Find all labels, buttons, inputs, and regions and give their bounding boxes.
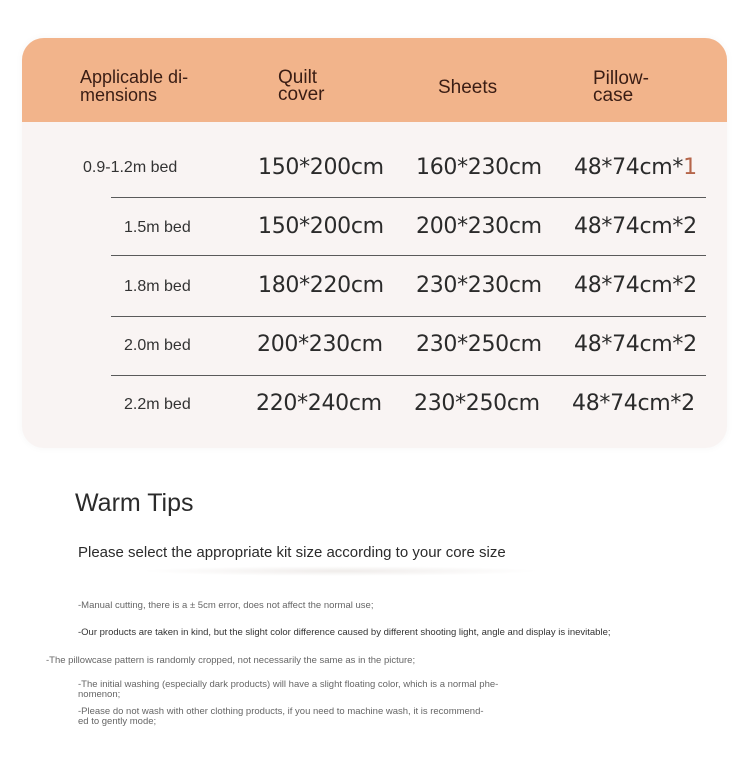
header-dimensions-line2: mensions xyxy=(80,85,158,105)
pillowcase-size-cell: 48*74cm*2 xyxy=(574,273,697,298)
warm-tips-title: Warm Tips xyxy=(75,489,194,517)
header-dimensions xyxy=(80,68,188,104)
tip-note: -The initial washing (especially dark products) will have a slight floating color, which is a normal phe- xyxy=(78,679,499,690)
decorative-smudge xyxy=(140,566,540,576)
row-divider xyxy=(111,316,706,317)
tip-note: ed to gently mode; xyxy=(78,716,157,727)
pillowcase-size-cell: 48*74cm*2 xyxy=(574,332,697,357)
header-sheets xyxy=(438,79,497,97)
quilt-size-cell: 150*200cm xyxy=(258,155,384,180)
tip-note: -Our products are taken in kind, but the slight color difference caused by different shooting light, angle and display is inevitable; xyxy=(78,627,611,638)
quilt-size-cell: 220*240cm xyxy=(256,391,382,416)
pillowcase-size-cell xyxy=(574,155,697,180)
pillowcase-count: 1 xyxy=(683,155,697,180)
row-label: 0.9-1.2m bed xyxy=(83,159,178,176)
sheets-size-cell: 230*230cm xyxy=(416,273,542,298)
header-pillowcase xyxy=(593,70,649,104)
pillowcase-size-cell: 48*74cm*2 xyxy=(574,214,697,239)
header-dimensions-line1: Applicable di- xyxy=(80,67,189,87)
sheets-size-cell: 160*230cm xyxy=(416,155,542,180)
header-quilt-cover xyxy=(278,69,324,103)
header-pillow-line1: Pillow- xyxy=(593,68,649,89)
quilt-size-cell: 200*230cm xyxy=(257,332,383,357)
sheets-size-cell: 230*250cm xyxy=(416,332,542,357)
sheets-size-cell: 230*250cm xyxy=(414,391,540,416)
row-divider xyxy=(111,375,706,376)
header-quilt-line1: Quilt xyxy=(278,67,318,88)
warm-tips-subtitle: Please select the appropriate kit size according to your core size xyxy=(78,544,506,561)
size-table-header xyxy=(22,38,727,122)
size-table-card xyxy=(22,38,727,448)
row-label: 2.0m bed xyxy=(124,337,191,354)
row-label: 1.8m bed xyxy=(124,278,191,295)
quilt-size-cell: 180*220cm xyxy=(258,273,384,298)
pillowcase-size-text: 48*74cm* xyxy=(574,155,684,180)
row-label: 2.2m bed xyxy=(124,396,191,413)
row-divider xyxy=(111,197,706,198)
tip-note: -Manual cutting, there is a ± 5cm error, does not affect the normal use; xyxy=(78,600,374,611)
header-sheets-line1: Sheets xyxy=(438,77,498,98)
row-divider xyxy=(111,255,706,256)
tip-note: -Please do not wash with other clothing products, if you need to machine wash, it is recommend- xyxy=(78,706,484,717)
row-label: 1.5m bed xyxy=(124,219,191,236)
header-quilt-line2: cover xyxy=(278,84,325,105)
tip-note: -The pillowcase pattern is randomly cropped, not necessarily the same as in the picture; xyxy=(46,655,416,666)
quilt-size-cell: 150*200cm xyxy=(258,214,384,239)
sheets-size-cell: 200*230cm xyxy=(416,214,542,239)
tip-note: nomenon; xyxy=(78,689,121,700)
header-pillow-line2: case xyxy=(593,85,634,106)
pillowcase-size-cell: 48*74cm*2 xyxy=(572,391,695,416)
